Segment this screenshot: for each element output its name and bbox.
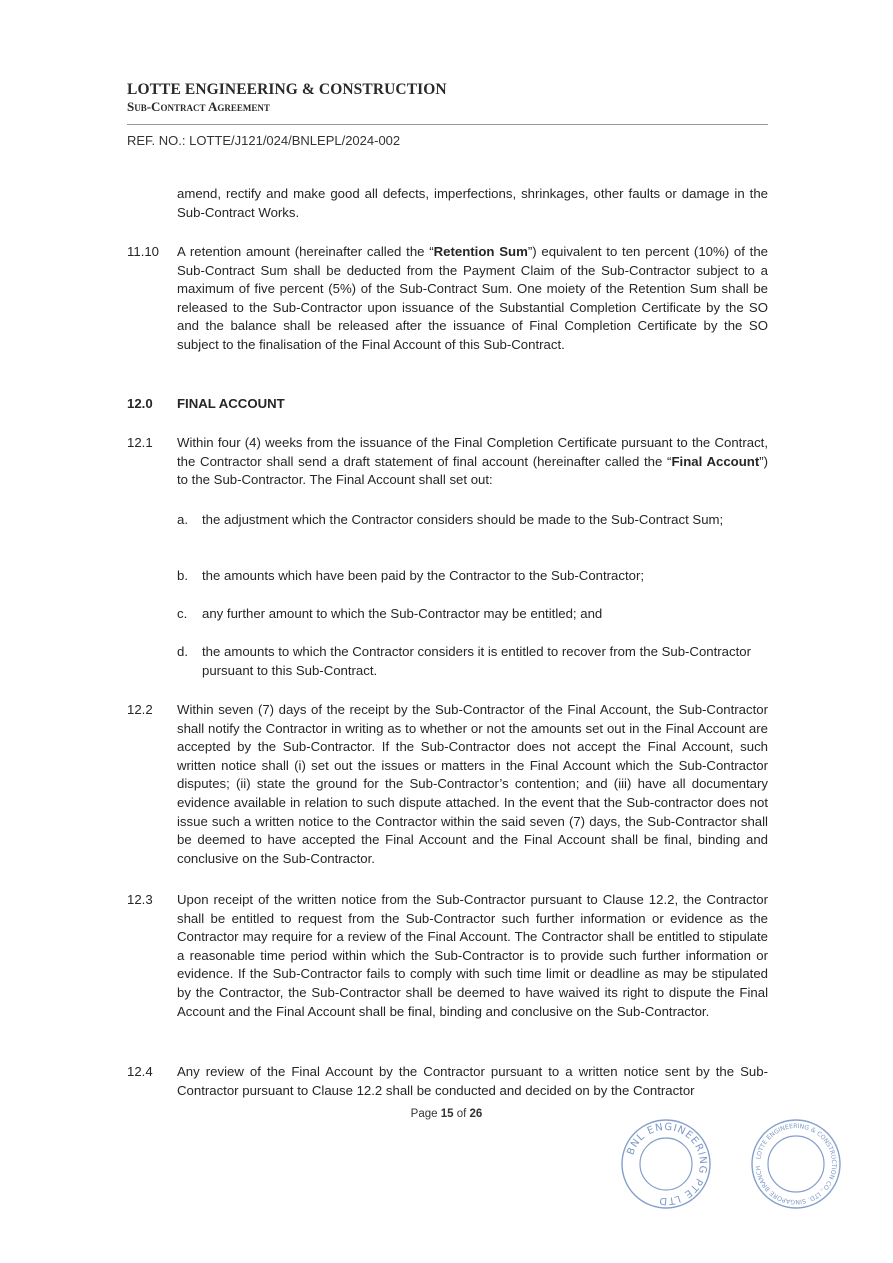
header-divider bbox=[127, 124, 768, 125]
clause-12-4-text: Any review of the Final Account by the Contractor pursuant to a written notice sent by the Sub-Contractor pursuant to Clause 12.2 shall be conducted and decided on by the Contractor bbox=[177, 1064, 768, 1098]
reference-number: REF. NO.: LOTTE/J121/024/BNLEPL/2024-002 bbox=[127, 133, 401, 148]
section-number: 12.0 bbox=[127, 396, 153, 411]
stamp-text: BNL ENGINEERING PTE LTD bbox=[625, 1121, 709, 1207]
list-item-text: any further amount to which the Sub-Contractor may be entitled; and bbox=[202, 606, 603, 621]
clause-number: 12.4 bbox=[127, 1064, 153, 1079]
list-item-letter: d. bbox=[177, 644, 188, 659]
list-item-letter: a. bbox=[177, 512, 188, 527]
clause-text-part: ”) equivalent to ten percent (10%) of the Sub-Contract Sum shall be deducted from the Payment Claim of the Sub-Contractor subject to a maximum of five percent (5%) of the Sub-Contract Sum. One moiety of the Retention Sum shall be released to the Sub-Contractor upon issuance of the Substantial Completion Certificate by the SO and the balance shall be released after the issuance of Final Completion Certificate by the SO subject to the finalisation of the Final Account of this Sub-Contract. bbox=[177, 244, 768, 352]
of-label: of bbox=[456, 1108, 467, 1120]
clause-text-part: ”) to the Sub-Contractor. The Final Account shall set out: bbox=[177, 453, 769, 488]
clause-11-9-continuation: amend, rectify and make good all defects, imperfections, shrinkages, other faults or damage in the Sub-Contract Works. bbox=[177, 186, 768, 220]
bnl-company-stamp bbox=[620, 1118, 712, 1210]
document-subtitle: Sub-Contract Agreement bbox=[127, 99, 270, 114]
svg-text:BNL ENGINEERING PTE LTD bbox=[625, 1122, 708, 1206]
clause-12-3-text: Upon receipt of the written notice from the Sub-Contractor pursuant to Clause 12.2, the Contractor shall be entitled to request from the Sub-Contractor such further information or evidence as the Contractor may require for a review of the Final Account. The Contractor shall be entitled to stipulate a reasonable time period within which the Sub-Contractor is to provide such further information or evidence. If the Sub-Contractor fails to comply with such time limit or deadline as may be stipulated by the Contractor, the Sub-Contractor shall be deemed to have waived its right to dispute the Final Account and the Final Account shall be final, binding and conclusive on the Sub-Contractor. bbox=[177, 892, 768, 1019]
defined-term: Retention Sum bbox=[433, 244, 528, 259]
page-label: Page bbox=[410, 1108, 438, 1120]
list-item-text: the amounts to which the Contractor considers it is entitled to recover from the Sub-Contractor pursuant to this Sub-Contract. bbox=[202, 644, 752, 678]
list-item-text: the amounts which have been paid by the Contractor to the Sub-Contractor; bbox=[202, 568, 645, 583]
clause-text-part: A retention amount (hereinafter called the “ bbox=[177, 244, 434, 259]
page-total: 26 bbox=[469, 1108, 483, 1120]
clause-11-10-text bbox=[177, 243, 768, 355]
list-item-text: the adjustment which the Contractor considers should be made to the Sub-Contract Sum; bbox=[202, 512, 724, 527]
clause-text-part: Within four (4) weeks from the issuance of the Final Completion Certificate pursuant to the Contract, the Contractor shall send a draft statement of final account (hereinafter called the “ bbox=[177, 435, 768, 469]
clause-number: 11.10 bbox=[127, 244, 160, 259]
clause-12-2-text: Within seven (7) days of the receipt by the Sub-Contractor of the Final Account, the Sub-Contractor shall notify the Contractor in writing as to whether or not the amounts set out in the Final Account are accepted by the Sub-Contractor. If the Sub-Contractor does not accept the Final Account, such written notice shall (i) set out the issues or matters in the Final Account which the Sub-Contractor disputes; (ii) state the ground for the Sub-Contractor’s contention; and (iii) have all documentary evidence available in relation to such dispute attached. In the event that the Sub-contractor does not issue such a written notice to the Contractor within the said seven (7) days, the Sub-Contractor shall be deemed to have accepted the Final Account and the Final Account shall be final, binding and conclusive on the Sub-Contractor. bbox=[177, 702, 768, 866]
list-item-letter: c. bbox=[177, 606, 188, 621]
page-number: 15 bbox=[440, 1108, 454, 1120]
section-title: FINAL ACCOUNT bbox=[177, 396, 285, 411]
stamp-text: LOTTE ENGINEERING & CONSTRUCTION CO., LTD. SINGAPORE BRANCH bbox=[754, 1122, 838, 1206]
clause-number: 12.1 bbox=[127, 435, 153, 450]
svg-text:LOTTE ENGINEERING & CONSTRUCTI bbox=[755, 1123, 837, 1205]
clause-12-1-text bbox=[177, 434, 768, 490]
clause-number: 12.2 bbox=[127, 702, 153, 717]
list-item-letter: b. bbox=[177, 568, 188, 583]
defined-term: Final Account bbox=[671, 453, 760, 469]
clause-number: 12.3 bbox=[127, 892, 153, 907]
company-name: LOTTE ENGINEERING & CONSTRUCTION bbox=[127, 81, 447, 98]
lotte-company-stamp bbox=[750, 1118, 842, 1210]
